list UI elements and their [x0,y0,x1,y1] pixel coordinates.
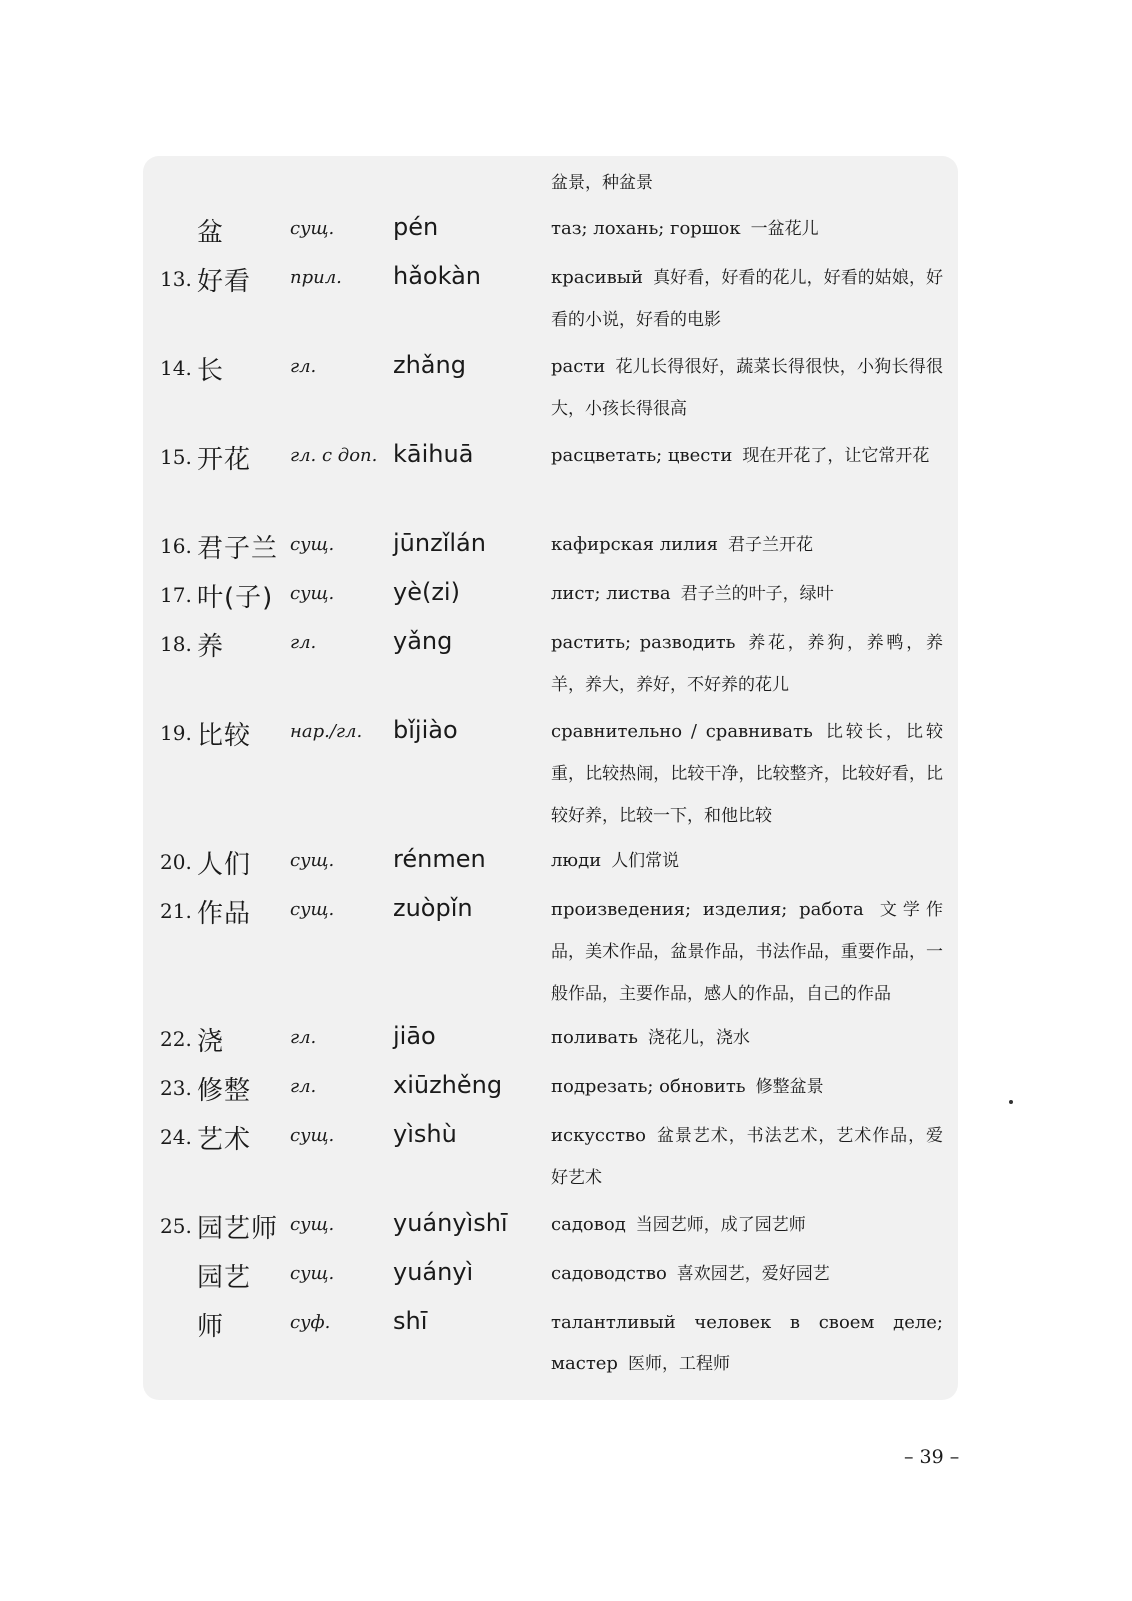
entry-part-of-speech: нар./гл. [290,721,363,742]
entry-definition [551,1253,943,1295]
entry-part-of-speech: сущ. [290,899,335,920]
entry-definition [551,435,943,477]
entry-translation: расцветать; цвести [551,445,733,466]
entry-translation: люди [551,850,602,871]
entry-definition [551,1017,943,1059]
entry-definition [551,524,943,566]
speck [1009,1100,1013,1104]
entry-hanzi: 师 [197,1312,225,1342]
entry-pinyin: yǎng [393,627,453,655]
entry-definition [551,840,943,882]
entry-number: 13. [160,267,192,291]
entry-examples: 比较长，比较重，比较热闹，比较干净，比较整齐，比较好看，比较好养，比较一下，和他比较 [551,722,943,826]
entry-definition [551,1204,943,1246]
entry-examples: 医师，工程师 [627,1354,730,1374]
entry-translation: искусство [551,1125,647,1146]
entry-part-of-speech: гл. с доп. [290,445,378,466]
page-number: – 39 – [904,1446,960,1468]
entry-pinyin: hǎokàn [393,262,481,290]
entry-examples: 现在开花了，让它常开花 [742,446,930,466]
entry-definition [551,346,943,430]
entry-definition [551,889,943,1015]
entry-translation: кафирская лилия [551,534,718,555]
entry-number: 22. [160,1027,192,1051]
entry-definition [551,1115,943,1199]
entry-examples: 当园艺师，成了园艺师 [635,1215,806,1235]
entry-part-of-speech: гл. [290,1027,317,1048]
entry-hanzi: 好看 [197,267,252,297]
entry-examples: 一盆花儿 [750,219,819,239]
entry-part-of-speech: прил. [290,267,342,288]
entry-pinyin: yè(zi) [393,578,460,606]
entry-part-of-speech: сущ. [290,1263,335,1284]
entry-pinyin: zhǎng [393,351,466,379]
entry-pinyin: yuányì [393,1258,474,1286]
entry-hanzi: 君子兰 [197,534,279,564]
entry-translation: произведения; изделия; работа [551,899,864,920]
entry-definition [551,1066,943,1108]
entry-translation: красивый [551,267,644,288]
entry-part-of-speech: сущ. [290,534,335,555]
entry-pinyin: jiāo [393,1022,436,1050]
entry-hanzi: 浇 [197,1027,225,1057]
entry-number: 24. [160,1125,192,1149]
entry-hanzi: 作品 [197,899,252,929]
entry-part-of-speech: гл. [290,356,317,377]
entry-definition [551,208,943,250]
entry-hanzi: 开花 [197,445,252,475]
entry-part-of-speech: сущ. [290,583,335,604]
entry-pinyin: kāihuā [393,440,474,468]
entry-examples: 花儿长得很好，蔬菜长得很快，小狗长得很大，小孩长得很高 [551,357,943,419]
entry-number: 25. [160,1214,192,1238]
entry-hanzi: 园艺 [197,1263,252,1293]
entry-examples: 喜欢园艺，爱好园艺 [676,1264,830,1284]
entry-number: 19. [160,721,192,745]
entry-examples: 真好看，好看的花儿，好看的姑娘，好看的小说，好看的电影 [551,268,943,330]
entry-pinyin: xiūzhěng [393,1071,503,1099]
entry-examples: 修整盆景 [755,1077,824,1097]
entry-hanzi: 盆 [197,218,225,248]
entry-examples: 人们常说 [611,851,680,871]
entry-translation: подрезать; обновить [551,1076,746,1097]
entry-translation: садоводство [551,1263,667,1284]
entry-part-of-speech: гл. [290,1076,317,1097]
entry-hanzi: 园艺师 [197,1214,279,1244]
entry-number: 15. [160,445,192,469]
entry-part-of-speech: сущ. [290,1214,335,1235]
entry-examples: 养花，养狗，养鸭，养羊，养大，养好，不好养的花儿 [551,633,943,695]
entry-part-of-speech: сущ. [290,850,335,871]
entry-translation: лист; листва [551,583,671,604]
entry-translation: садовод [551,1214,626,1235]
entry-hanzi: 长 [197,356,225,386]
entry-number: 21. [160,899,192,923]
entry-hanzi: 比较 [197,721,252,751]
entry-hanzi: 叶(子) [197,583,274,613]
entry-number: 18. [160,632,192,656]
entry-number: 20. [160,850,192,874]
entry-examples: 文学作品，美术作品，盆景作品，书法作品，重要作品，一般作品，主要作品，感人的作品，自己的作品 [551,900,944,1004]
entry-pinyin: shī [393,1307,428,1335]
entry-part-of-speech: сущ. [290,1125,335,1146]
entry-hanzi: 修整 [197,1076,252,1106]
entry-pinyin: yuányìshī [393,1209,508,1237]
entry-number: 16. [160,534,192,558]
entry-translation: поливать [551,1027,638,1048]
entry-pinyin: jūnzǐlán [393,529,486,557]
entry-hanzi: 养 [197,632,225,662]
entry-number: 23. [160,1076,192,1100]
entry-translation: растить; разводить [551,632,736,653]
entry-pinyin: bǐjiào [393,716,458,744]
entry-examples: 君子兰开花 [727,535,813,555]
entry-pinyin: yìshù [393,1120,457,1148]
entry-translation: таз; лохань; горшок [551,218,741,239]
entry-pinyin: zuòpǐn [393,894,473,922]
entry-translation: талантливый человек в своем деле; мастер [551,1312,943,1374]
entry-definition [551,1302,943,1385]
entry-part-of-speech: суф. [290,1312,331,1333]
entry-translation: сравнительно / сравнивать [551,721,813,742]
continued-example-line: 盆景，种盆景 [551,173,653,193]
entry-definition [551,711,943,837]
entry-translation: расти [551,356,606,377]
entry-hanzi: 艺术 [197,1125,252,1155]
entry-part-of-speech: гл. [290,632,317,653]
entry-number: 17. [160,583,192,607]
entry-examples: 浇花儿，浇水 [647,1028,750,1048]
entry-hanzi: 人们 [197,850,252,880]
entry-number: 14. [160,356,192,380]
entry-definition [551,257,943,341]
entry-examples: 盆景艺术，书法艺术，艺术作品，爱好艺术 [551,1126,943,1188]
entry-part-of-speech: сущ. [290,218,335,239]
entry-pinyin: pén [393,213,439,241]
entry-definition [551,573,943,615]
entry-pinyin: rénmen [393,845,486,873]
entry-definition [551,622,943,706]
entry-examples: 君子兰的叶子，绿叶 [680,584,834,604]
